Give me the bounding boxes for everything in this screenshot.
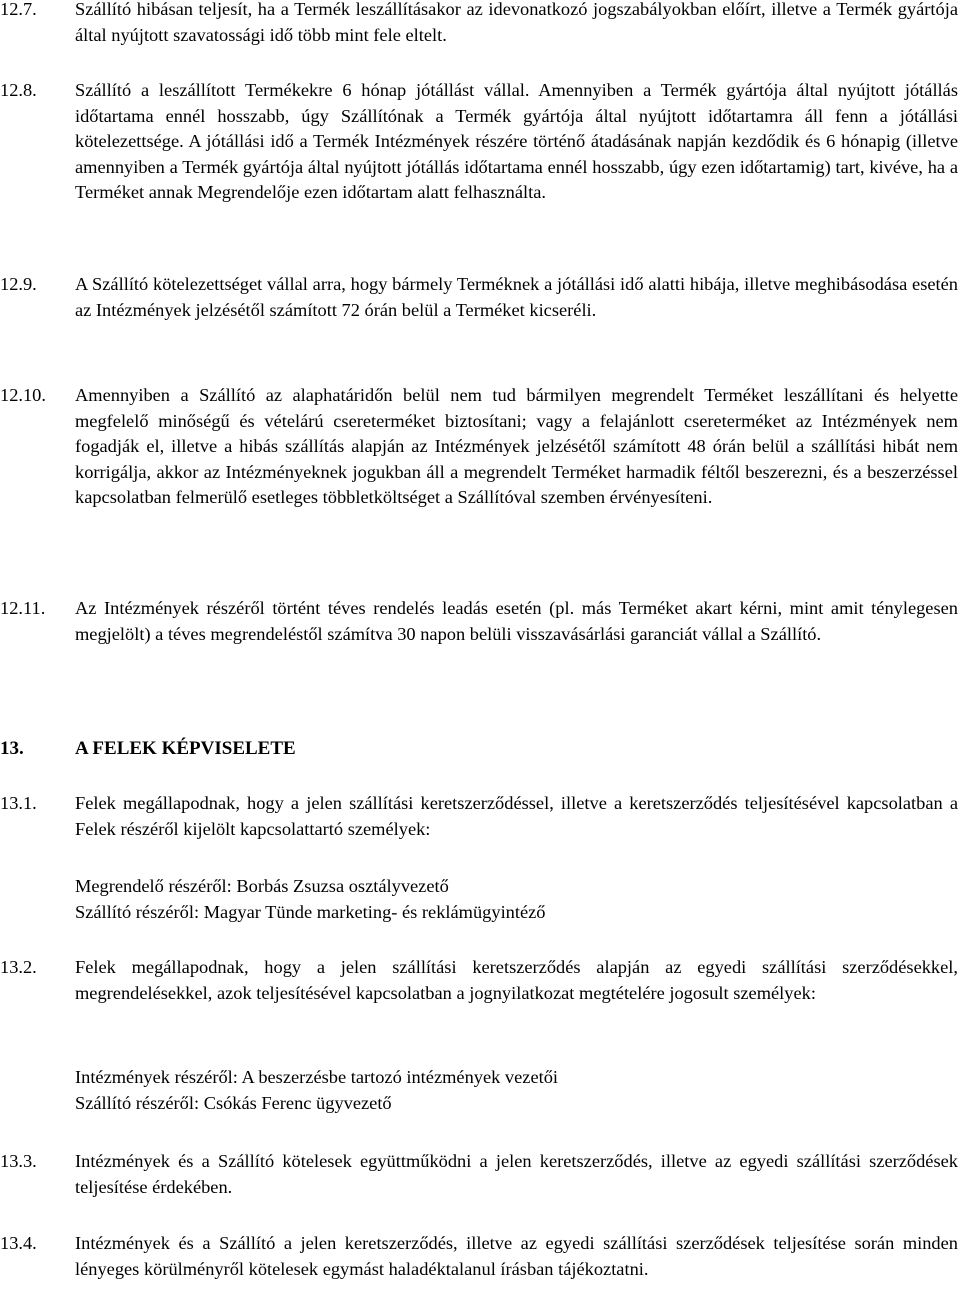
clause-12-9 — [0, 272, 960, 323]
clause-number: 13.2. — [0, 957, 37, 977]
clause-text: Intézmények és a Szállító kötelesek együttműködni a jelen keretszerződés, illetve az egyedi szállítási szerződések teljesítése érdekében. — [75, 1151, 958, 1197]
clause-number: 12.8. — [0, 80, 37, 100]
clause-text: Intézmények és a Szállító a jelen keretszerződés, illetve az egyedi szállítási szerződések teljesítése során minden lényeges körülményről kötelesek egymást haladéktalanul írásban tájékoztatni. — [75, 1233, 958, 1279]
clause-text: A Szállító kötelezettséget vállal arra, hogy bármely Terméknek a jótállási idő alatti hibája, illetve meghibásodása esetén az Intézmények jelzésétől számított 72 órán belül a Terméket kicseréli. — [75, 274, 958, 320]
clause-number: 12.11. — [0, 598, 46, 618]
clause-number: 13.1. — [0, 793, 37, 813]
contact-line: Szállító részéről: Magyar Tünde marketing- és reklámügyintéző — [75, 901, 546, 922]
contact-list-13-1 — [75, 874, 955, 925]
clause-text: Felek megállapodnak, hogy a jelen szállítási keretszerződés alapján az egyedi szállítási szerződésekkel, megrendelésekkel, azok teljesítésével kapcsolatban a jognyilatkozat megtételére jogosult személyek: — [75, 957, 958, 1003]
contact-line: Megrendelő részéről: Borbás Zsuzsa osztályvezető — [75, 876, 449, 896]
clause-13-1 — [0, 791, 960, 842]
clause-number: 13.3. — [0, 1151, 37, 1171]
clause-text: Felek megállapodnak, hogy a jelen szállítási keretszerződéssel, illetve a keretszerződés teljesítésével kapcsolatban a Felek részéről kijelölt kapcsolattartó személyek: — [75, 793, 958, 839]
clause-12-7 — [0, 0, 960, 48]
clause-number: 12.7. — [0, 0, 37, 19]
clause-13-3 — [0, 1149, 960, 1200]
clause-number: 12.9. — [0, 274, 37, 294]
contact-line: Szállító részéről: Csókás Ferenc ügyvezető — [75, 1092, 392, 1113]
clause-13-2 — [0, 955, 960, 1006]
clause-12-8 — [0, 78, 960, 206]
clause-number: 13.4. — [0, 1233, 37, 1253]
clause-text: Szállító hibásan teljesít, ha a Termék leszállításakor az idevonatkozó jogszabályokban előírt, illetve a Termék gyártója által nyújtott szavatossági idő több mint fele eltelt. — [75, 0, 958, 45]
contact-list-13-2 — [75, 1065, 955, 1116]
clause-text: Amennyiben a Szállító az alaphatáridőn belül nem tud bármilyen megrendelt Terméket leszállítani és helyette megfelelő minőségű és vételárú csereterméket biztosítani; vagy a felajánlott csereterméket az Intézmények nem fogadják el, illetve a hibás szállítás alapján az Intézmények jelzésétől számított 48 órán belül a szállítási hibát nem korrigálja, akkor az Intézményeknek jogukban áll a megrendelt Terméket harmadik féltől beszerezni, és a beszerzéssel kapcsolatban felmerülő esetleges többletköltséget a Szállítóval szemben érvényesíteni. — [75, 385, 958, 507]
clause-12-10 — [0, 383, 960, 511]
contact-line: Intézmények részéről: A beszerzésbe tartozó intézmények vezetői — [75, 1067, 559, 1087]
clause-number: 12.10. — [0, 385, 46, 405]
clause-13-4 — [0, 1231, 960, 1282]
clause-text: Az Intézmények részéről történt téves rendelés leadás esetén (pl. más Terméket akart kérni, mint amit ténylegesen megjelölt) a téves megrendeléstől számítva 30 napon belüli visszavásárlási garanciát vállal a Szállító. — [75, 598, 958, 644]
section-title: A FELEK KÉPVISELETE — [75, 738, 296, 759]
clause-12-11 — [0, 596, 960, 647]
clause-text: Szállító a leszállított Termékekre 6 hónap jótállást vállal. Amennyiben a Termék gyártója által nyújtott jótállás időtartama ennél hosszabb, úgy Szállítónak a Termék gyártója által nyújtott időtartamra áll fenn a jótállási kötelezettsége. A jótállási idő a Termék Intézmények részére történő átadásának napján kezdődik és 6 hónapig (illetve amennyiben a Termék gyártója által nyújtott jótállás időtartama ennél hosszabb, úgy ezen időtartamig) tart, kivéve, ha a Terméket annak Megrendelője ezen időtartam alatt felhasználta. — [75, 80, 958, 202]
section-number: 13. — [0, 738, 24, 759]
